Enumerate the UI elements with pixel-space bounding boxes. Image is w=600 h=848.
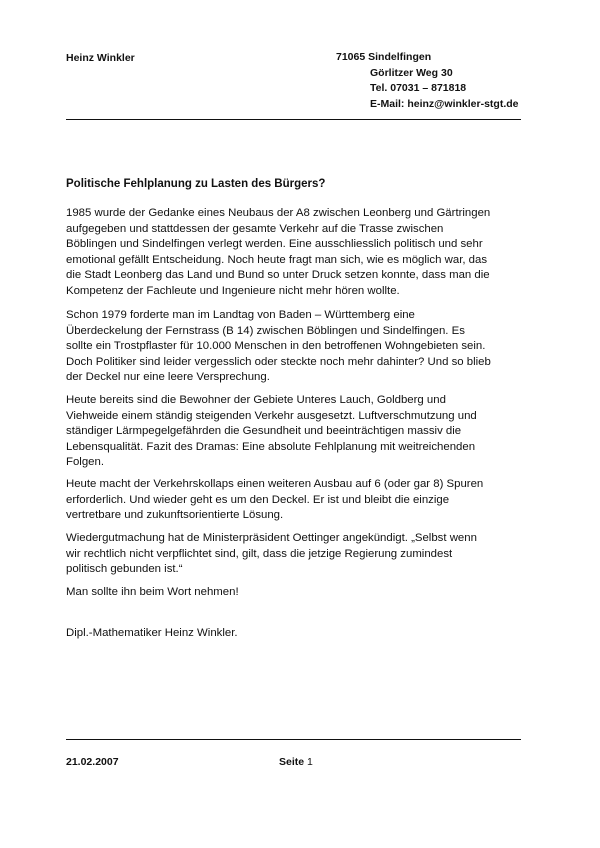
paragraph-1: [66, 206, 536, 300]
text-line: ständiger Lärmpegelgefährden die Gesundheit und beeinträchtigen massiv die: [66, 425, 462, 438]
text-line: Kompetenz der Fachleute und Ingenieure nicht mehr hören wollte.: [66, 284, 400, 297]
text-line: der Deckel nur eine leere Versprechung.: [66, 371, 270, 384]
page-label: Seite: [279, 756, 305, 768]
paragraph-6: [66, 585, 536, 601]
text-line: Schon 1979 forderte man im Landtag von Baden – Württemberg eine: [66, 309, 415, 321]
page-number-value: 1: [307, 756, 313, 768]
paragraph-2: [66, 308, 536, 386]
text-line: Heute macht der Verkehrskollaps einen weiteren Ausbau auf 6 (oder gar 8) Spuren: [66, 478, 484, 490]
letter-title: Politische Fehlplanung zu Lasten des Bürgers?: [66, 178, 326, 190]
text-line: 1985 wurde der Gedanke eines Neubaus der A8 zwischen Leonberg und Gärtringen: [66, 207, 491, 219]
text-line: die Stadt Leonberg das Land und Bund so unter Druck setzen konnte, dass man die: [66, 269, 490, 282]
signature-line: [66, 626, 536, 642]
text-line: Lebensqualität. Fazit des Dramas: Eine absolute Fehlplanung mit weitreichenden: [66, 440, 476, 453]
paragraph-4: [66, 477, 536, 524]
text-line: politisch gebunden ist.“: [66, 563, 183, 576]
text-line: wir rechtlich nicht verpflichtet sind, gilt, dass die jetzige Regierung zumindest: [66, 547, 453, 560]
text-line: emotional gefällt Entscheidung. Noch heute fragt man sich, wie es möglich war, das: [66, 253, 488, 266]
text-line: Heute bereits sind die Bewohner der Gebiete Unteres Lauch, Goldberg und: [66, 394, 446, 406]
address-email: E-Mail: heinz@winkler-stgt.de: [370, 97, 519, 110]
paragraph-5: [66, 531, 536, 578]
footer-date: 21.02.2007: [66, 756, 119, 768]
sender-address: [336, 50, 519, 112]
text-line: Wiedergutmachung hat de Ministerpräsident Oettinger angekündigt. „Selbst wenn: [66, 532, 477, 544]
text-line: Überdeckelung der Fernstrass (B 14) zwischen Böblingen und Sindelfingen. Es: [66, 324, 465, 337]
text-line: Doch Politiker sind leider vergesslich oder steckte noch mehr dahinter? Und so blieb: [66, 355, 491, 368]
text-line: Böblingen und Sindelfingen verlegt werden. Eine ausschliesslich politisch und sehr: [66, 238, 483, 251]
text-line: erforderlich. Und wieder geht es um den Deckel. Er ist und bleibt die einzige: [66, 493, 450, 506]
address-street: Görlitzer Weg 30: [370, 66, 453, 79]
text-line: Man sollte ihn beim Wort nehmen!: [66, 586, 239, 598]
text-line: Viehweide einem ständig steigenden Verkehr ausgesetzt. Luftverschmutzung und: [66, 409, 477, 422]
address-city: 71065 Sindelfingen: [336, 51, 432, 63]
text-line: Folgen.: [66, 456, 104, 469]
text-line: vertretbare und zukunftsorientierte Lösung.: [66, 509, 284, 522]
text-line: Dipl.-Mathematiker Heinz Winkler.: [66, 627, 238, 639]
sender-name: Heinz Winkler: [66, 52, 135, 64]
address-phone: Tel. 07031 – 871818: [370, 82, 467, 94]
header-divider: [66, 119, 521, 120]
text-line: sollte ein Trostpflaster für 10.000 Menschen in den betroffenen Wohngebieten sein.: [66, 340, 486, 353]
page-number: [279, 756, 313, 768]
paragraph-3: [66, 393, 536, 471]
footer-divider: [66, 739, 521, 740]
text-line: aufgegeben und stattdessen der gesamte Verkehr auf die Trasse zwischen: [66, 222, 444, 235]
